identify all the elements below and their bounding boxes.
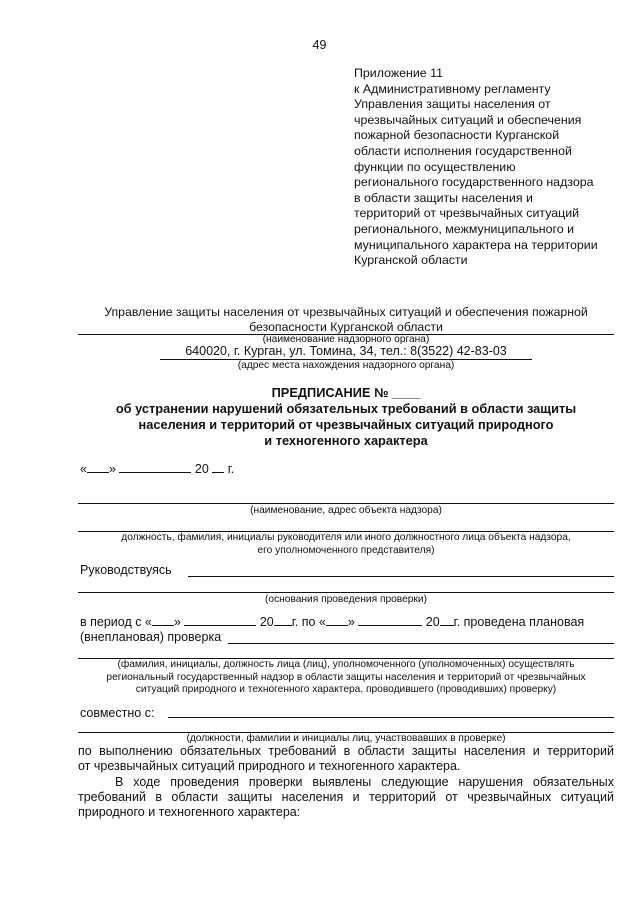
- appendix-line: территорий от чрезвычайных ситуаций: [354, 206, 580, 221]
- paragraph-line: от чрезвычайных ситуаций природного и техногенного характера.: [78, 759, 461, 773]
- period-end-label: г. проведена плановая: [453, 615, 585, 629]
- participants-caption: (должности, фамилии и инициалы лиц, участвовавших в проверке): [186, 733, 506, 744]
- organization-line-2: безопасности Курганской области: [249, 320, 443, 334]
- jointly-label: совместно с:: [80, 706, 155, 720]
- appendix-line: Приложение 11: [354, 66, 443, 80]
- organization-caption: (наименование надзорного органа): [262, 334, 430, 345]
- inspector-caption-line-2: региональный государственный надзор в области защиты населения и территорий от чрезвычайных: [106, 671, 586, 683]
- unplanned-label: (внеплановая) проверка: [80, 630, 222, 644]
- day-blank: [87, 461, 109, 473]
- period-year1-prefix: 20: [259, 615, 274, 629]
- period-quote-1: »: [173, 615, 181, 629]
- head-caption-line-1: должность, фамилия, инициалы руководителя или иного должностного лица объекта надзора,: [121, 532, 571, 543]
- period-month1-blank: [184, 614, 256, 626]
- paragraph-line: В ходе проведения проверки выявлены следующие нарушения обязательных: [115, 775, 614, 789]
- title-line-3: населения и территорий от чрезвычайных ситуаций природного: [138, 417, 554, 432]
- inspector-caption-line-3: ситуаций природного и техногенного характера, проводившего (проводивших) проверку): [135, 684, 557, 695]
- month-blank: [119, 461, 191, 473]
- appendix-line: в области защиты населения и: [354, 190, 533, 205]
- appendix-line: Курганской области: [354, 253, 468, 268]
- paragraph-line: природного и техногенного характера:: [78, 805, 301, 819]
- document-title: [78, 385, 614, 449]
- head-caption: [78, 532, 614, 557]
- address-caption: (адрес места нахождения надзорного органа): [237, 360, 455, 371]
- object-caption: (наименование, адрес объекта надзора): [250, 505, 442, 516]
- date-close-quote: »: [108, 462, 116, 476]
- appendix-line: Управления защиты населения от: [354, 97, 551, 112]
- year-blank: [212, 461, 224, 473]
- inspector-caption-line-1: (фамилия, инициалы, должность лица (лиц), уполномоченного (уполномоченных) осуществлять: [117, 659, 575, 670]
- organization-address: 640020, г. Курган, ул. Томина, 34, тел.: 8(3522) 42-83-03: [185, 344, 507, 358]
- head-caption-line-2: его уполномоченного представителя): [257, 544, 435, 556]
- organization-name: [78, 305, 614, 335]
- guided-by-rule: [188, 576, 614, 577]
- date-year-prefix: 20: [194, 462, 209, 476]
- period-day2-blank: [326, 614, 348, 626]
- period-year2-blank: [440, 614, 454, 626]
- guided-by-label: Руководствуясь: [80, 563, 172, 577]
- basis-caption: (основания проведения проверки): [265, 594, 427, 605]
- title-line-2: об устранении нарушений обязательных требований в области защиты: [115, 401, 577, 416]
- appendix-line: функции по осуществлению: [354, 159, 516, 174]
- appendix-header: [354, 66, 634, 269]
- organization-line-1: Управление защиты населения от чрезвычайных ситуаций и обеспечения пожарной: [104, 305, 588, 319]
- unplanned-rule: [228, 643, 614, 644]
- page-number: 49: [312, 38, 327, 52]
- object-rule: [78, 503, 614, 504]
- basis-rule: [78, 592, 614, 593]
- date-line: [80, 461, 234, 476]
- title-line-1: ПРЕДПИСАНИЕ № ____: [271, 385, 421, 400]
- title-line-4: и техногенного характера: [264, 433, 428, 448]
- period-line: [80, 614, 584, 629]
- date-open-quote: «: [80, 462, 87, 476]
- appendix-line: области исполнения государственной: [354, 143, 572, 158]
- appendix-line: чрезвычайных ситуаций и обеспечения: [354, 112, 582, 127]
- period-year2-prefix: 20: [425, 615, 440, 629]
- paragraph-line: требований в области защиты населения и территорий от чрезвычайных ситуаций: [78, 790, 614, 804]
- period-day1-blank: [152, 614, 174, 626]
- appendix-line: муниципального характера на территории: [354, 237, 598, 252]
- appendix-line: пожарной безопасности Курганской: [354, 128, 560, 143]
- appendix-line: регионального, межмуниципального и: [354, 221, 575, 236]
- paragraph-requirements: [78, 744, 614, 774]
- date-year-suffix: г.: [227, 462, 235, 476]
- appendix-line: регионального государственного надзора: [354, 175, 594, 190]
- period-year1-blank: [274, 614, 292, 626]
- paragraph-violations: [78, 775, 614, 820]
- jointly-rule: [168, 717, 614, 718]
- period-quote-2: »: [347, 615, 355, 629]
- period-month2-blank: [358, 614, 422, 626]
- paragraph-line: по выполнению обязательных требований в области защиты населения и территорий: [78, 744, 614, 758]
- inspector-caption: [78, 659, 614, 697]
- period-to-label: г. по «: [291, 615, 326, 629]
- period-from-label: в период с «: [80, 615, 152, 629]
- appendix-line: к Административному регламенту: [354, 81, 551, 96]
